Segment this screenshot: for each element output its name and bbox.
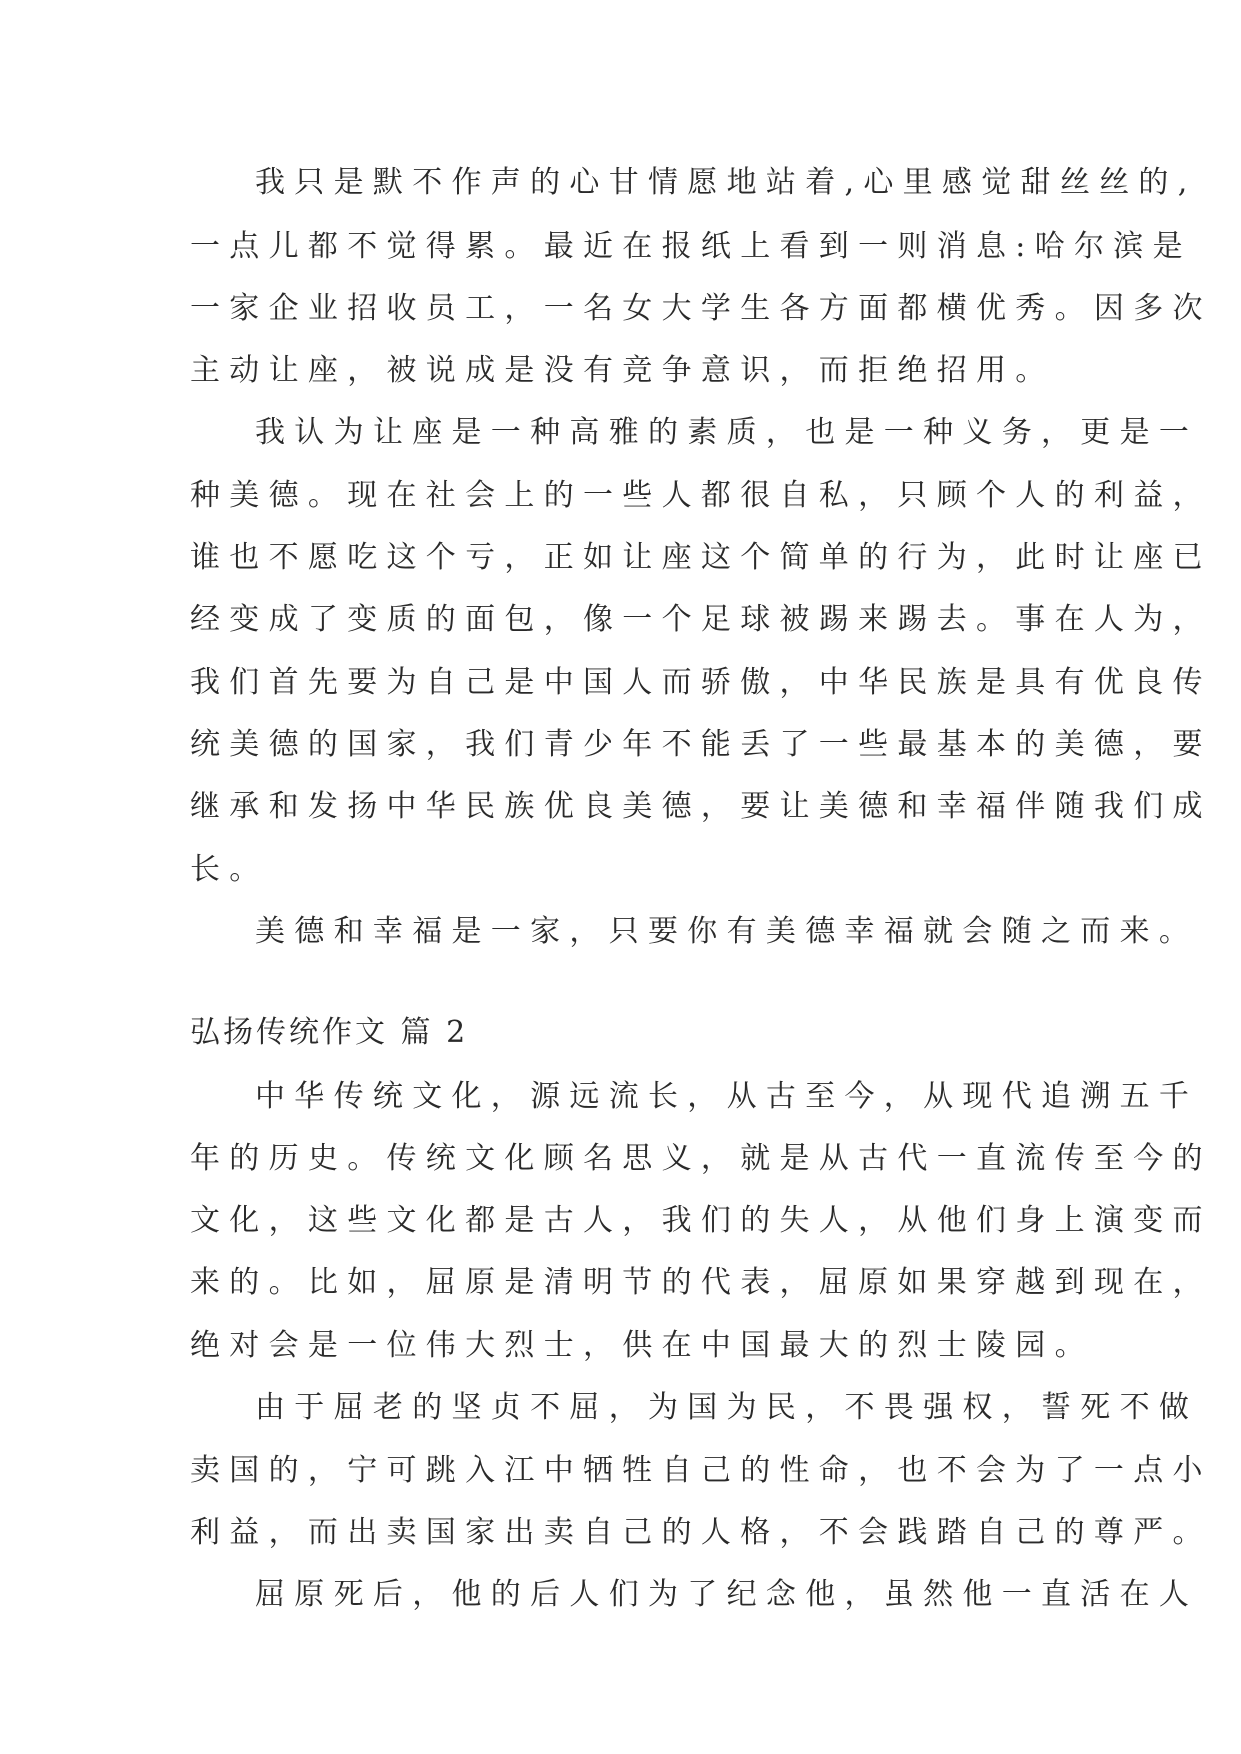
section-heading: 弘扬传统作文 篇 2: [190, 1015, 469, 1050]
text-line: 年的历史。传统文化顾名思义，就是从古代一直流传至今的: [190, 1141, 1212, 1176]
text-line: 文化，这些文化都是古人，我们的失人，从他们身上演变而: [190, 1203, 1212, 1238]
text-line: 我们首先要为自己是中国人而骄傲，中华民族是具有优良传: [190, 665, 1212, 700]
text-line: 继承和发扬中华民族优良美德，要让美德和幸福伴随我们成: [190, 789, 1212, 824]
text-line: 谁也不愿吃这个亏，正如让座这个简单的行为，此时让座已: [190, 540, 1212, 575]
text-line: 种美德。现在社会上的一些人都很自私，只顾个人的利益，: [190, 478, 1212, 513]
text-line: 长。: [190, 852, 269, 887]
text-line: 绝对会是一位伟大烈士，供在中国最大的烈士陵园。: [190, 1328, 1094, 1363]
text-line: 统美德的国家，我们青少年不能丢了一些最基本的美德，要: [190, 727, 1212, 762]
text-line: 一点儿都不觉得累。最近在报纸上看到一则消息:哈尔滨是: [190, 229, 1192, 264]
text-line: 主动让座，被说成是没有竞争意识，而拒绝招用。: [190, 353, 1055, 388]
text-line: 卖国的，宁可跳入江中牺牲自己的性命，也不会为了一点小: [190, 1453, 1212, 1488]
text-line: 我只是默不作声的心甘情愿地站着,心里感觉甜丝丝的,: [255, 165, 1197, 200]
text-line: 由于屈老的坚贞不屈，为国为民，不畏强权，誓死不做: [255, 1390, 1199, 1425]
text-line: 经变成了变质的面包，像一个足球被踢来踢去。事在人为，: [190, 602, 1212, 637]
text-line: 一家企业招收员工，一名女大学生各方面都横优秀。因多次: [190, 291, 1212, 326]
text-line: 美德和幸福是一家，只要你有美德幸福就会随之而来。: [255, 914, 1199, 949]
text-line: 来的。比如，屈原是清明节的代表，屈原如果穿越到现在，: [190, 1265, 1212, 1300]
text-line: 中华传统文化，源远流长，从古至今，从现代追溯五千: [255, 1079, 1199, 1114]
text-line: 我认为让座是一种高雅的素质，也是一种义务，更是一: [255, 415, 1199, 450]
text-line: 屈原死后，他的后人们为了纪念他，虽然他一直活在人: [255, 1577, 1199, 1612]
text-line: 利益，而出卖国家出卖自己的人格，不会践踏自己的尊严。: [190, 1515, 1212, 1550]
